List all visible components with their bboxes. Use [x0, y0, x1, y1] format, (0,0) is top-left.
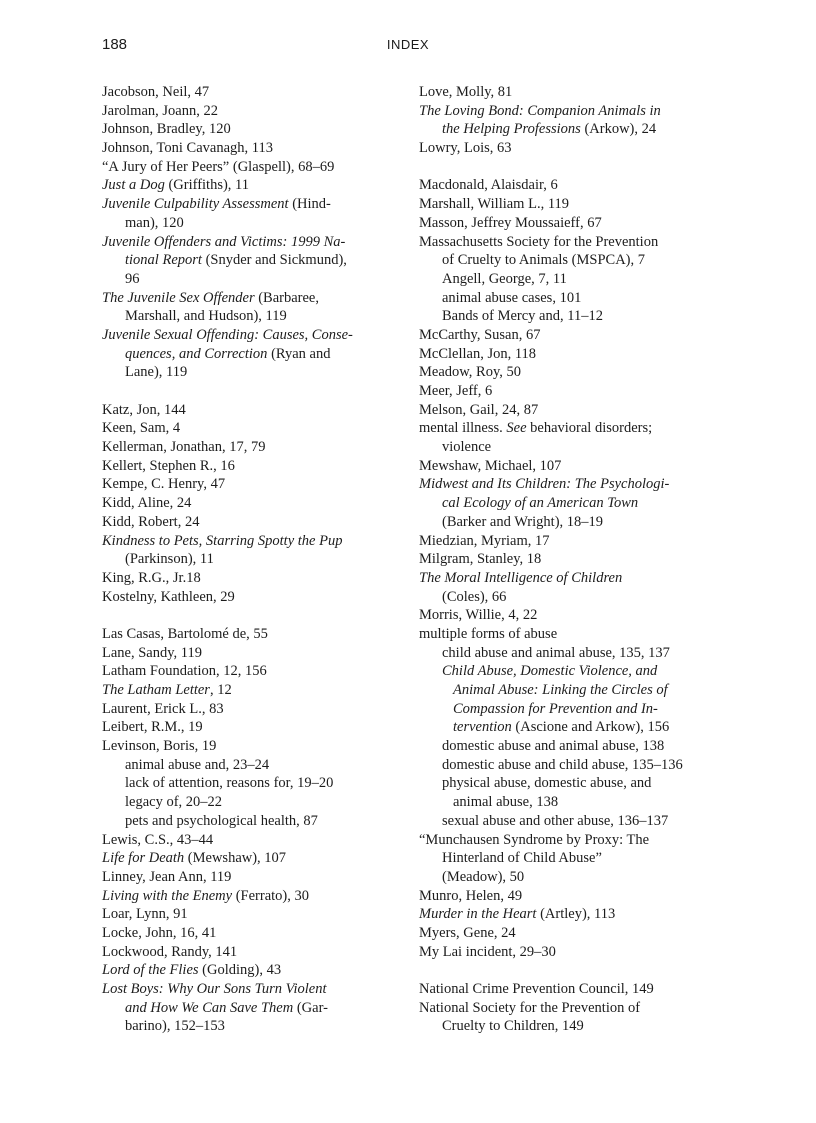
index-text-segment: Leibert, R.M., 19	[102, 719, 203, 736]
index-text-segment: Cruelty to Children, 149	[442, 1018, 584, 1035]
index-text-segment: Massachusetts Society for the Prevention	[419, 233, 659, 250]
index-line	[102, 251, 386, 270]
index-line	[419, 419, 709, 438]
index-text-segment: Kidd, Robert, 24	[102, 513, 200, 530]
index-title-segment: Living with the Enemy	[102, 887, 233, 904]
index-text-segment: (Artley), 113	[536, 906, 616, 923]
index-text-segment: , 12	[209, 682, 232, 698]
index-text-segment: Locke, John, 16, 41	[102, 924, 217, 941]
index-text-segment: King, R.G., Jr.18	[102, 569, 201, 586]
index-line	[419, 569, 709, 588]
running-head: INDEX	[386, 37, 430, 52]
index-title-segment: Lord of the Flies	[102, 962, 199, 979]
index-line	[419, 102, 709, 121]
index-line	[102, 924, 386, 943]
index-line	[419, 681, 709, 700]
index-text-segment: (Coles), 66	[442, 588, 507, 605]
index-line	[102, 270, 386, 289]
index-line	[102, 158, 386, 177]
index-text-segment: Myers, Gene, 24	[419, 924, 516, 941]
index-line	[419, 195, 709, 214]
index-line	[419, 513, 709, 532]
index-text-segment: Lane), 119	[125, 364, 188, 381]
index-text-segment: Kempe, C. Henry, 47	[102, 476, 226, 493]
index-text-segment: pets and psychological health, 87	[125, 812, 318, 829]
index-line	[102, 102, 386, 121]
index-line	[102, 681, 386, 700]
index-line	[102, 812, 386, 831]
index-text-segment: Johnson, Toni Cavanagh, 113	[102, 140, 273, 157]
index-title-segment: Murder in the Heart	[419, 906, 537, 923]
index-text-segment: lack of attention, reasons for, 19–20	[125, 775, 334, 792]
index-line	[419, 251, 709, 270]
index-line	[102, 1017, 386, 1036]
index-title-segment: Midwest and Its Children: The Psychologi-	[419, 476, 670, 493]
index-title-segment: Just a Dog	[102, 177, 165, 194]
index-line	[102, 83, 386, 102]
index-line	[419, 831, 709, 850]
index-line	[102, 363, 386, 382]
index-line	[419, 363, 709, 382]
index-text-segment: Loar, Lynn, 91	[102, 906, 188, 923]
index-line	[419, 214, 709, 233]
index-line	[102, 849, 386, 868]
index-line	[419, 345, 709, 364]
index-line	[419, 139, 709, 158]
index-title-segment: Life for Death	[102, 850, 185, 867]
index-line	[102, 644, 386, 663]
index-text-segment: animal abuse, 138	[453, 794, 559, 811]
index-line	[102, 550, 386, 569]
index-line	[419, 307, 709, 326]
index-text-segment: Laurent, Erick L., 83	[102, 700, 224, 717]
index-line	[102, 139, 386, 158]
index-text-segment: Lewis, C.S., 43–44	[102, 831, 214, 848]
index-line	[102, 475, 386, 494]
index-title-segment: Child Abuse, Domestic Violence, and	[442, 663, 658, 680]
index-line	[102, 793, 386, 812]
index-text-segment: National Society for the Prevention of	[419, 999, 641, 1016]
index-text-segment: (Ferrato), 30	[232, 887, 309, 904]
index-text-segment: Linney, Jean Ann, 119	[102, 868, 232, 885]
index-text-segment: behavioral disorders;	[526, 420, 653, 437]
index-line	[102, 961, 386, 980]
index-line	[102, 176, 386, 195]
index-text-segment: (Golding), 43	[198, 962, 282, 979]
index-title-segment: quences, and Correction	[125, 345, 268, 362]
index-title-segment: Animal Abuse: Linking the Circles of	[453, 682, 668, 698]
index-line	[102, 718, 386, 737]
index-line	[419, 270, 709, 289]
index-title-segment: cal Ecology of an American Town	[442, 495, 639, 512]
index-gap	[102, 606, 386, 625]
index-text-segment: (Griffiths), 11	[164, 177, 250, 194]
index-text-segment: domestic abuse and child abuse, 135–136	[442, 756, 683, 773]
index-text-segment: Jacobson, Neil, 47	[102, 84, 210, 100]
index-title-segment: tervention	[453, 719, 512, 736]
index-text-segment: McCarthy, Susan, 67	[419, 326, 541, 343]
index-text-segment: Johnson, Bradley, 120	[102, 121, 231, 138]
index-text-segment: (Gar-	[293, 999, 328, 1016]
index-text-segment: mental illness.	[419, 420, 507, 437]
index-line	[419, 1017, 709, 1036]
index-text-segment: sexual abuse and other abuse, 136–137	[442, 812, 669, 829]
index-text-segment: (Barker and Wright), 18–19	[442, 513, 604, 530]
index-line	[102, 868, 386, 887]
index-title-segment: The Juvenile Sex Offender	[102, 289, 255, 306]
index-text-segment: barino), 152–153	[125, 1018, 225, 1035]
index-text-segment: legacy of, 20–22	[125, 794, 223, 811]
index-line	[419, 457, 709, 476]
index-gap	[419, 961, 709, 980]
index-line	[102, 457, 386, 476]
index-text-segment: (Arkow), 24	[580, 121, 657, 138]
index-text-segment: Hinterland of Child Abuse”	[442, 850, 602, 867]
index-line	[419, 606, 709, 625]
index-line	[102, 345, 386, 364]
index-title-segment: The Latham Letter	[102, 682, 210, 698]
index-column-left	[102, 83, 386, 1036]
index-text-segment: (Hind-	[288, 196, 331, 213]
index-line	[102, 532, 386, 551]
index-line	[419, 924, 709, 943]
index-line	[102, 326, 386, 345]
index-line	[102, 419, 386, 438]
index-title-segment: Kindness to Pets, Starring Spotty the Pup	[102, 532, 343, 549]
index-text-segment: Masson, Jeffrey Moussaieff, 67	[419, 214, 602, 231]
index-title-segment: See	[506, 420, 527, 437]
index-text-segment: Bands of Mercy and, 11–12	[442, 308, 603, 325]
index-text-segment: Macdonald, Alaisdair, 6	[419, 177, 558, 194]
index-line	[419, 625, 709, 644]
index-title-segment: Lost Boys: Why Our Sons Turn Violent	[102, 981, 327, 997]
index-line	[419, 868, 709, 887]
index-line	[102, 195, 386, 214]
index-line	[419, 700, 709, 719]
index-text-segment: Angell, George, 7, 11	[442, 270, 567, 287]
index-line	[419, 176, 709, 195]
index-text-segment: National Crime Prevention Council, 149	[419, 981, 654, 997]
index-line	[102, 401, 386, 420]
index-text-segment: “Munchausen Syndrome by Proxy: The	[419, 831, 650, 848]
index-line	[419, 999, 709, 1018]
index-text-segment: Miedzian, Myriam, 17	[419, 532, 550, 549]
index-text-segment: Morris, Willie, 4, 22	[419, 607, 538, 624]
index-line	[419, 588, 709, 607]
index-text-segment: Marshall, William L., 119	[419, 196, 570, 213]
index-text-segment: Lowry, Lois, 63	[419, 140, 512, 157]
index-text-segment: (Meadow), 50	[442, 868, 525, 885]
index-gap	[419, 158, 709, 177]
index-line	[102, 307, 386, 326]
index-line	[102, 980, 386, 999]
index-text-segment: “A Jury of Her Peers” (Glaspell), 68–69	[102, 158, 335, 175]
index-line	[102, 737, 386, 756]
index-title-segment: Compassion for Prevention and In-	[453, 700, 658, 717]
index-line	[419, 494, 709, 513]
index-line	[419, 793, 709, 812]
index-text-segment: animal abuse and, 23–24	[125, 756, 270, 773]
index-text-segment: (Mewshaw), 107	[184, 850, 287, 867]
index-title-segment: tional Report	[125, 252, 202, 269]
index-line	[102, 120, 386, 139]
index-text-segment: Munro, Helen, 49	[419, 887, 523, 904]
index-line	[102, 494, 386, 513]
index-text-segment: Meer, Jeff, 6	[419, 383, 493, 399]
index-line	[419, 905, 709, 924]
index-text-segment: McClellan, Jon, 118	[419, 345, 537, 362]
index-line	[102, 233, 386, 252]
index-line	[102, 289, 386, 308]
index-text-segment: Keen, Sam, 4	[102, 420, 181, 437]
index-line	[419, 662, 709, 681]
index-line	[419, 980, 709, 999]
index-line	[419, 718, 709, 737]
index-line	[102, 700, 386, 719]
index-text-segment: child abuse and animal abuse, 135, 137	[442, 644, 670, 661]
index-text-segment: Mewshaw, Michael, 107	[419, 457, 562, 474]
index-text-segment: of Cruelty to Animals (MSPCA), 7	[442, 252, 646, 269]
index-line	[102, 662, 386, 681]
index-text-segment: Levinson, Boris, 19	[102, 738, 217, 755]
index-text-segment: Marshall, and Hudson), 119	[125, 308, 287, 325]
index-text-segment: (Barbaree,	[254, 289, 319, 306]
index-line	[419, 326, 709, 345]
index-line	[102, 831, 386, 850]
index-text-segment: (Ascione and Arkow), 156	[511, 719, 670, 736]
index-text-segment: (Parkinson), 11	[125, 551, 214, 568]
index-gap	[102, 382, 386, 401]
index-text-segment: Jarolman, Joann, 22	[102, 102, 218, 119]
index-text-segment: Katz, Jon, 144	[102, 401, 186, 418]
index-title-segment: Juvenile Offenders and Victims: 1999 Na-	[102, 233, 346, 250]
index-line	[419, 849, 709, 868]
index-text-segment: Love, Molly, 81	[419, 84, 513, 100]
index-text-segment: 96	[125, 270, 140, 287]
index-line	[419, 756, 709, 775]
index-line	[419, 83, 709, 102]
index-text-segment: domestic abuse and animal abuse, 138	[442, 738, 665, 755]
index-column-right	[419, 83, 709, 1036]
index-text-segment: Melson, Gail, 24, 87	[419, 401, 539, 418]
index-text-segment: violence	[442, 439, 492, 456]
index-line	[419, 774, 709, 793]
index-text-segment: Kidd, Aline, 24	[102, 495, 192, 512]
index-text-segment: Kellert, Stephen R., 16	[102, 457, 235, 474]
index-text-segment: Meadow, Roy, 50	[419, 364, 522, 381]
index-line	[419, 550, 709, 569]
index-line	[102, 943, 386, 962]
index-text-segment: Kellerman, Jonathan, 17, 79	[102, 439, 266, 456]
index-line	[102, 214, 386, 233]
index-line	[419, 438, 709, 457]
index-line	[102, 438, 386, 457]
index-text-segment: Lane, Sandy, 119	[102, 644, 202, 661]
index-line	[102, 569, 386, 588]
index-title-segment: the Helping Professions	[442, 121, 581, 138]
index-line	[102, 999, 386, 1018]
index-line	[102, 756, 386, 775]
index-title-segment: The Loving Bond: Companion Animals in	[419, 102, 661, 119]
index-text-segment: man), 120	[125, 214, 184, 231]
index-text-segment: Lockwood, Randy, 141	[102, 943, 238, 960]
index-text-segment: (Ryan and	[267, 345, 331, 362]
index-text-segment: physical abuse, domestic abuse, and	[442, 775, 652, 792]
index-line	[419, 532, 709, 551]
index-line	[419, 887, 709, 906]
index-line	[419, 401, 709, 420]
index-line	[419, 289, 709, 308]
index-line	[102, 905, 386, 924]
index-text-segment: animal abuse cases, 101	[442, 289, 582, 306]
index-line	[419, 812, 709, 831]
index-text-segment: Kostelny, Kathleen, 29	[102, 588, 235, 605]
index-line	[419, 382, 709, 401]
index-line	[419, 233, 709, 252]
index-title-segment: Juvenile Culpability Assessment	[102, 196, 289, 213]
index-line	[102, 513, 386, 532]
index-line	[419, 644, 709, 663]
index-text-segment: My Lai incident, 29–30	[419, 943, 556, 960]
index-text-segment: Latham Foundation, 12, 156	[102, 663, 267, 680]
index-line	[419, 120, 709, 139]
index-text-segment: (Snyder and Sickmund),	[201, 252, 347, 269]
index-title-segment: Juvenile Sexual Offending: Causes, Conse-	[102, 326, 353, 343]
index-line	[102, 588, 386, 607]
index-line	[419, 943, 709, 962]
index-title-segment: The Moral Intelligence of Children	[419, 569, 623, 586]
index-title-segment: and How We Can Save Them	[125, 999, 294, 1016]
index-text-segment: Las Casas, Bartolomé de, 55	[102, 625, 268, 642]
index-line	[102, 625, 386, 644]
index-text-segment: multiple forms of abuse	[419, 625, 558, 642]
index-line	[102, 774, 386, 793]
index-line	[419, 475, 709, 494]
page-number: 188	[102, 36, 128, 53]
index-text-segment: Milgram, Stanley, 18	[419, 551, 542, 568]
index-line	[102, 887, 386, 906]
index-line	[419, 737, 709, 756]
